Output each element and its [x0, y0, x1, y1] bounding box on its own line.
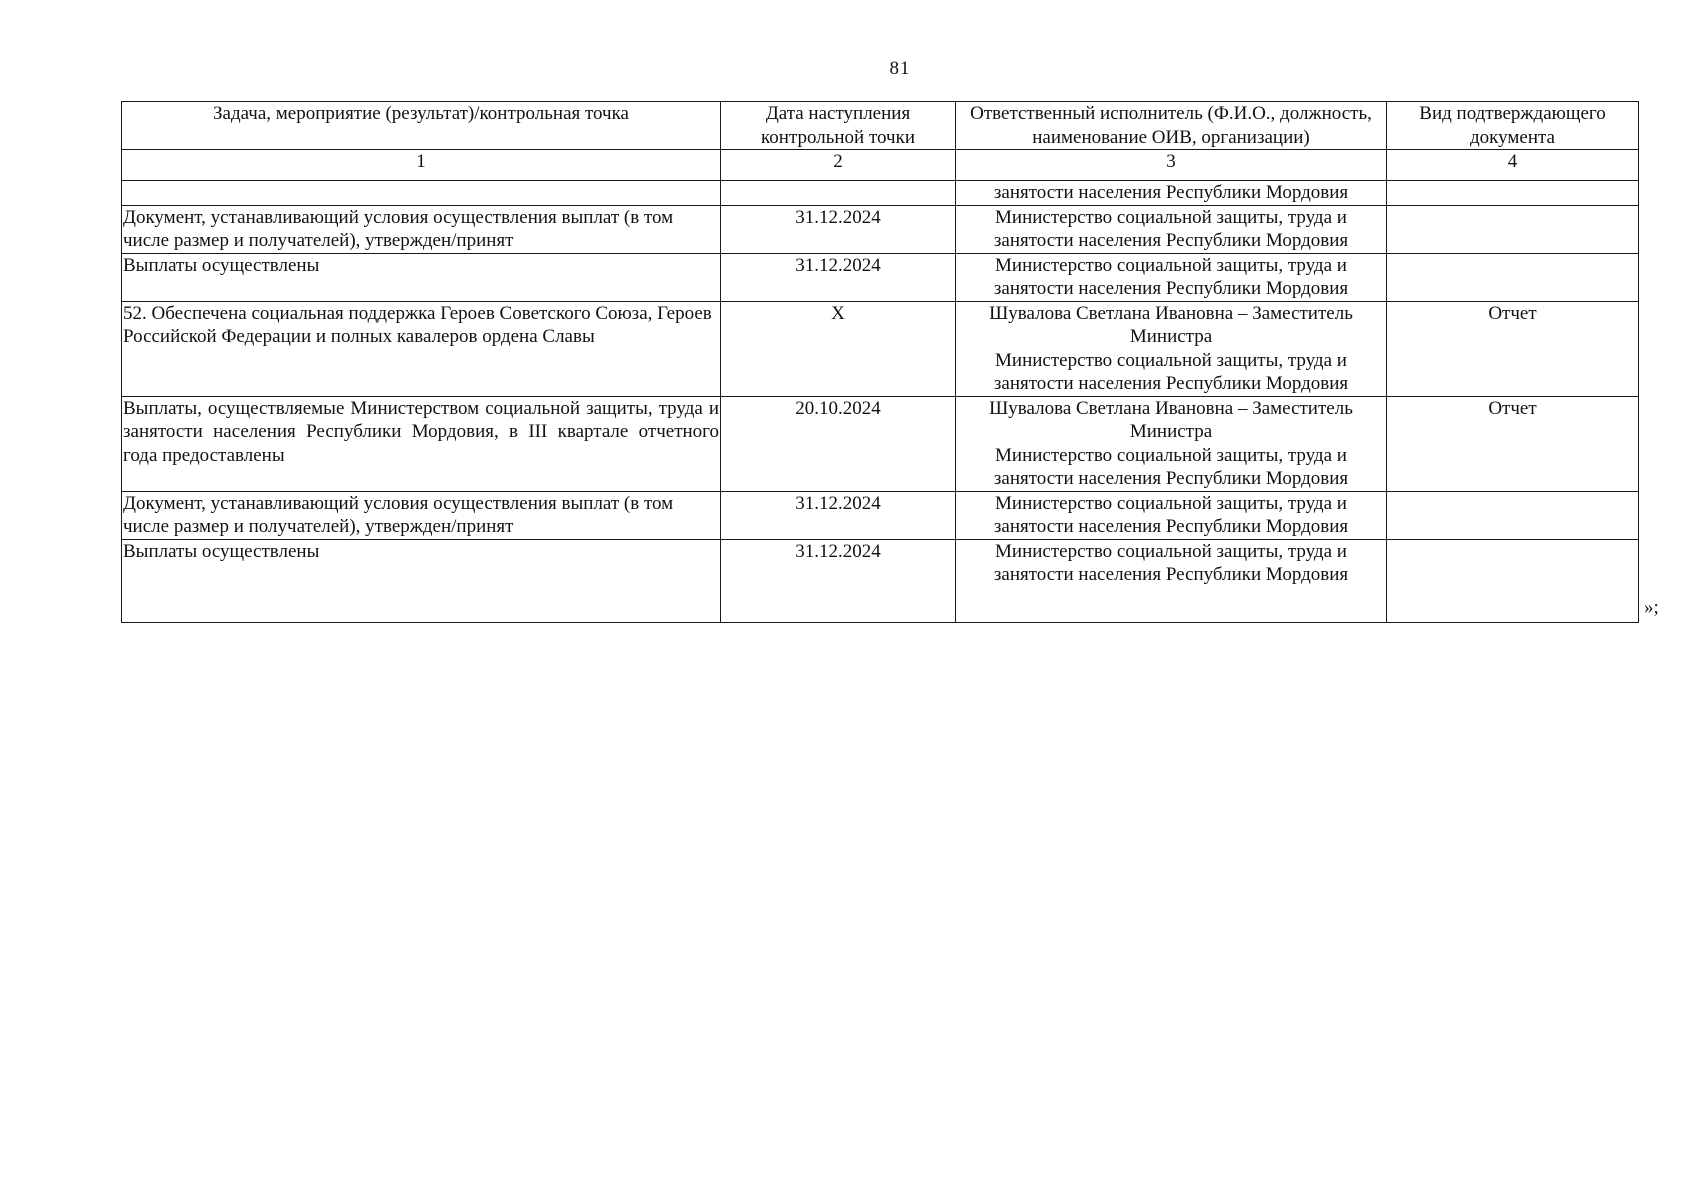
- executor-cell: [956, 301, 1387, 396]
- table-header-row: [122, 102, 1639, 150]
- executor-line: занятости населения Республики Мордовия: [993, 182, 1349, 203]
- executor-line: Министерство социальной защиты, труда и занятости населения Республики Мордовия: [993, 206, 1349, 251]
- table-row: [122, 301, 1639, 396]
- executor-line: Министерство социальной защиты, труда и занятости населения Республики Мордовия: [993, 492, 1349, 537]
- header-document: Вид подтверждающего документа: [1387, 102, 1639, 150]
- task-cell: Документ, устанавливающий условия осуществления выплат (в том числе размер и получателей), утвержден/принят: [122, 205, 721, 253]
- task-cell: Выплаты осуществлены: [122, 253, 721, 301]
- executor-line: Министерство социальной защиты, труда и занятости населения Республики Мордовия: [993, 444, 1349, 489]
- executor-line: Министерство социальной защиты, труда и занятости населения Республики Мордовия: [993, 254, 1349, 299]
- task-cell: [122, 181, 721, 206]
- executor-cell: [956, 181, 1387, 206]
- column-number: 2: [721, 150, 956, 181]
- header-date: Дата наступления контрольной точки: [721, 102, 956, 150]
- executor-line: Министерство социальной защиты, труда и занятости населения Республики Мордовия: [993, 540, 1349, 585]
- page-number: 81: [889, 58, 911, 79]
- date-cell: 20.10.2024: [721, 396, 956, 491]
- executor-cell: [956, 539, 1387, 622]
- executor-cell: [956, 205, 1387, 253]
- executor-line: Шувалова Светлана Ивановна – Заместитель Министра: [989, 397, 1353, 442]
- table-row: [122, 396, 1639, 491]
- document-cell: [1387, 253, 1639, 301]
- executor-cell: [956, 253, 1387, 301]
- document-cell: [1387, 205, 1639, 253]
- table-row: [122, 181, 1639, 206]
- executor-line: Министерство социальной защиты, труда и занятости населения Республики Мордовия: [993, 349, 1349, 394]
- column-number-row: [122, 150, 1639, 181]
- table-row: [122, 491, 1639, 539]
- table-row: [122, 539, 1639, 622]
- document-cell: [1387, 491, 1639, 539]
- column-number: 3: [956, 150, 1387, 181]
- table-row: [122, 253, 1639, 301]
- task-cell: Выплаты осуществлены: [122, 539, 721, 622]
- header-task: Задача, мероприятие (результат)/контрольная точка: [122, 102, 721, 150]
- header-executor: Ответственный исполнитель (Ф.И.О., должность, наименование ОИВ, организации): [956, 102, 1387, 150]
- executor-cell: [956, 491, 1387, 539]
- closing-quote-mark: »;: [1644, 597, 1659, 618]
- task-cell: 52. Обеспечена социальная поддержка Героев Советского Союза, Героев Российской Федерации и полных кавалеров ордена Славы: [122, 301, 721, 396]
- task-cell: Выплаты, осуществляемые Министерством социальной защиты, труда и занятости населения Республики Мордовия, в III квартале отчетного года предоставлены: [122, 396, 721, 491]
- date-cell: 31.12.2024: [721, 253, 956, 301]
- date-cell: 31.12.2024: [721, 205, 956, 253]
- executor-line: Шувалова Светлана Ивановна – Заместитель Министра: [989, 302, 1353, 347]
- table-row: [122, 205, 1639, 253]
- date-cell: Х: [721, 301, 956, 396]
- date-cell: 31.12.2024: [721, 539, 956, 622]
- column-number: 4: [1387, 150, 1639, 181]
- date-cell: 31.12.2024: [721, 491, 956, 539]
- date-cell: [721, 181, 956, 206]
- column-number: 1: [122, 150, 721, 181]
- document-cell: Отчет: [1387, 396, 1639, 491]
- document-cell: Отчет: [1387, 301, 1639, 396]
- executor-cell: [956, 396, 1387, 491]
- document-cell: [1387, 539, 1639, 622]
- control-points-table: [121, 101, 1639, 623]
- task-cell: Документ, устанавливающий условия осуществления выплат (в том числе размер и получателей), утвержден/принят: [122, 491, 721, 539]
- document-cell: [1387, 181, 1639, 206]
